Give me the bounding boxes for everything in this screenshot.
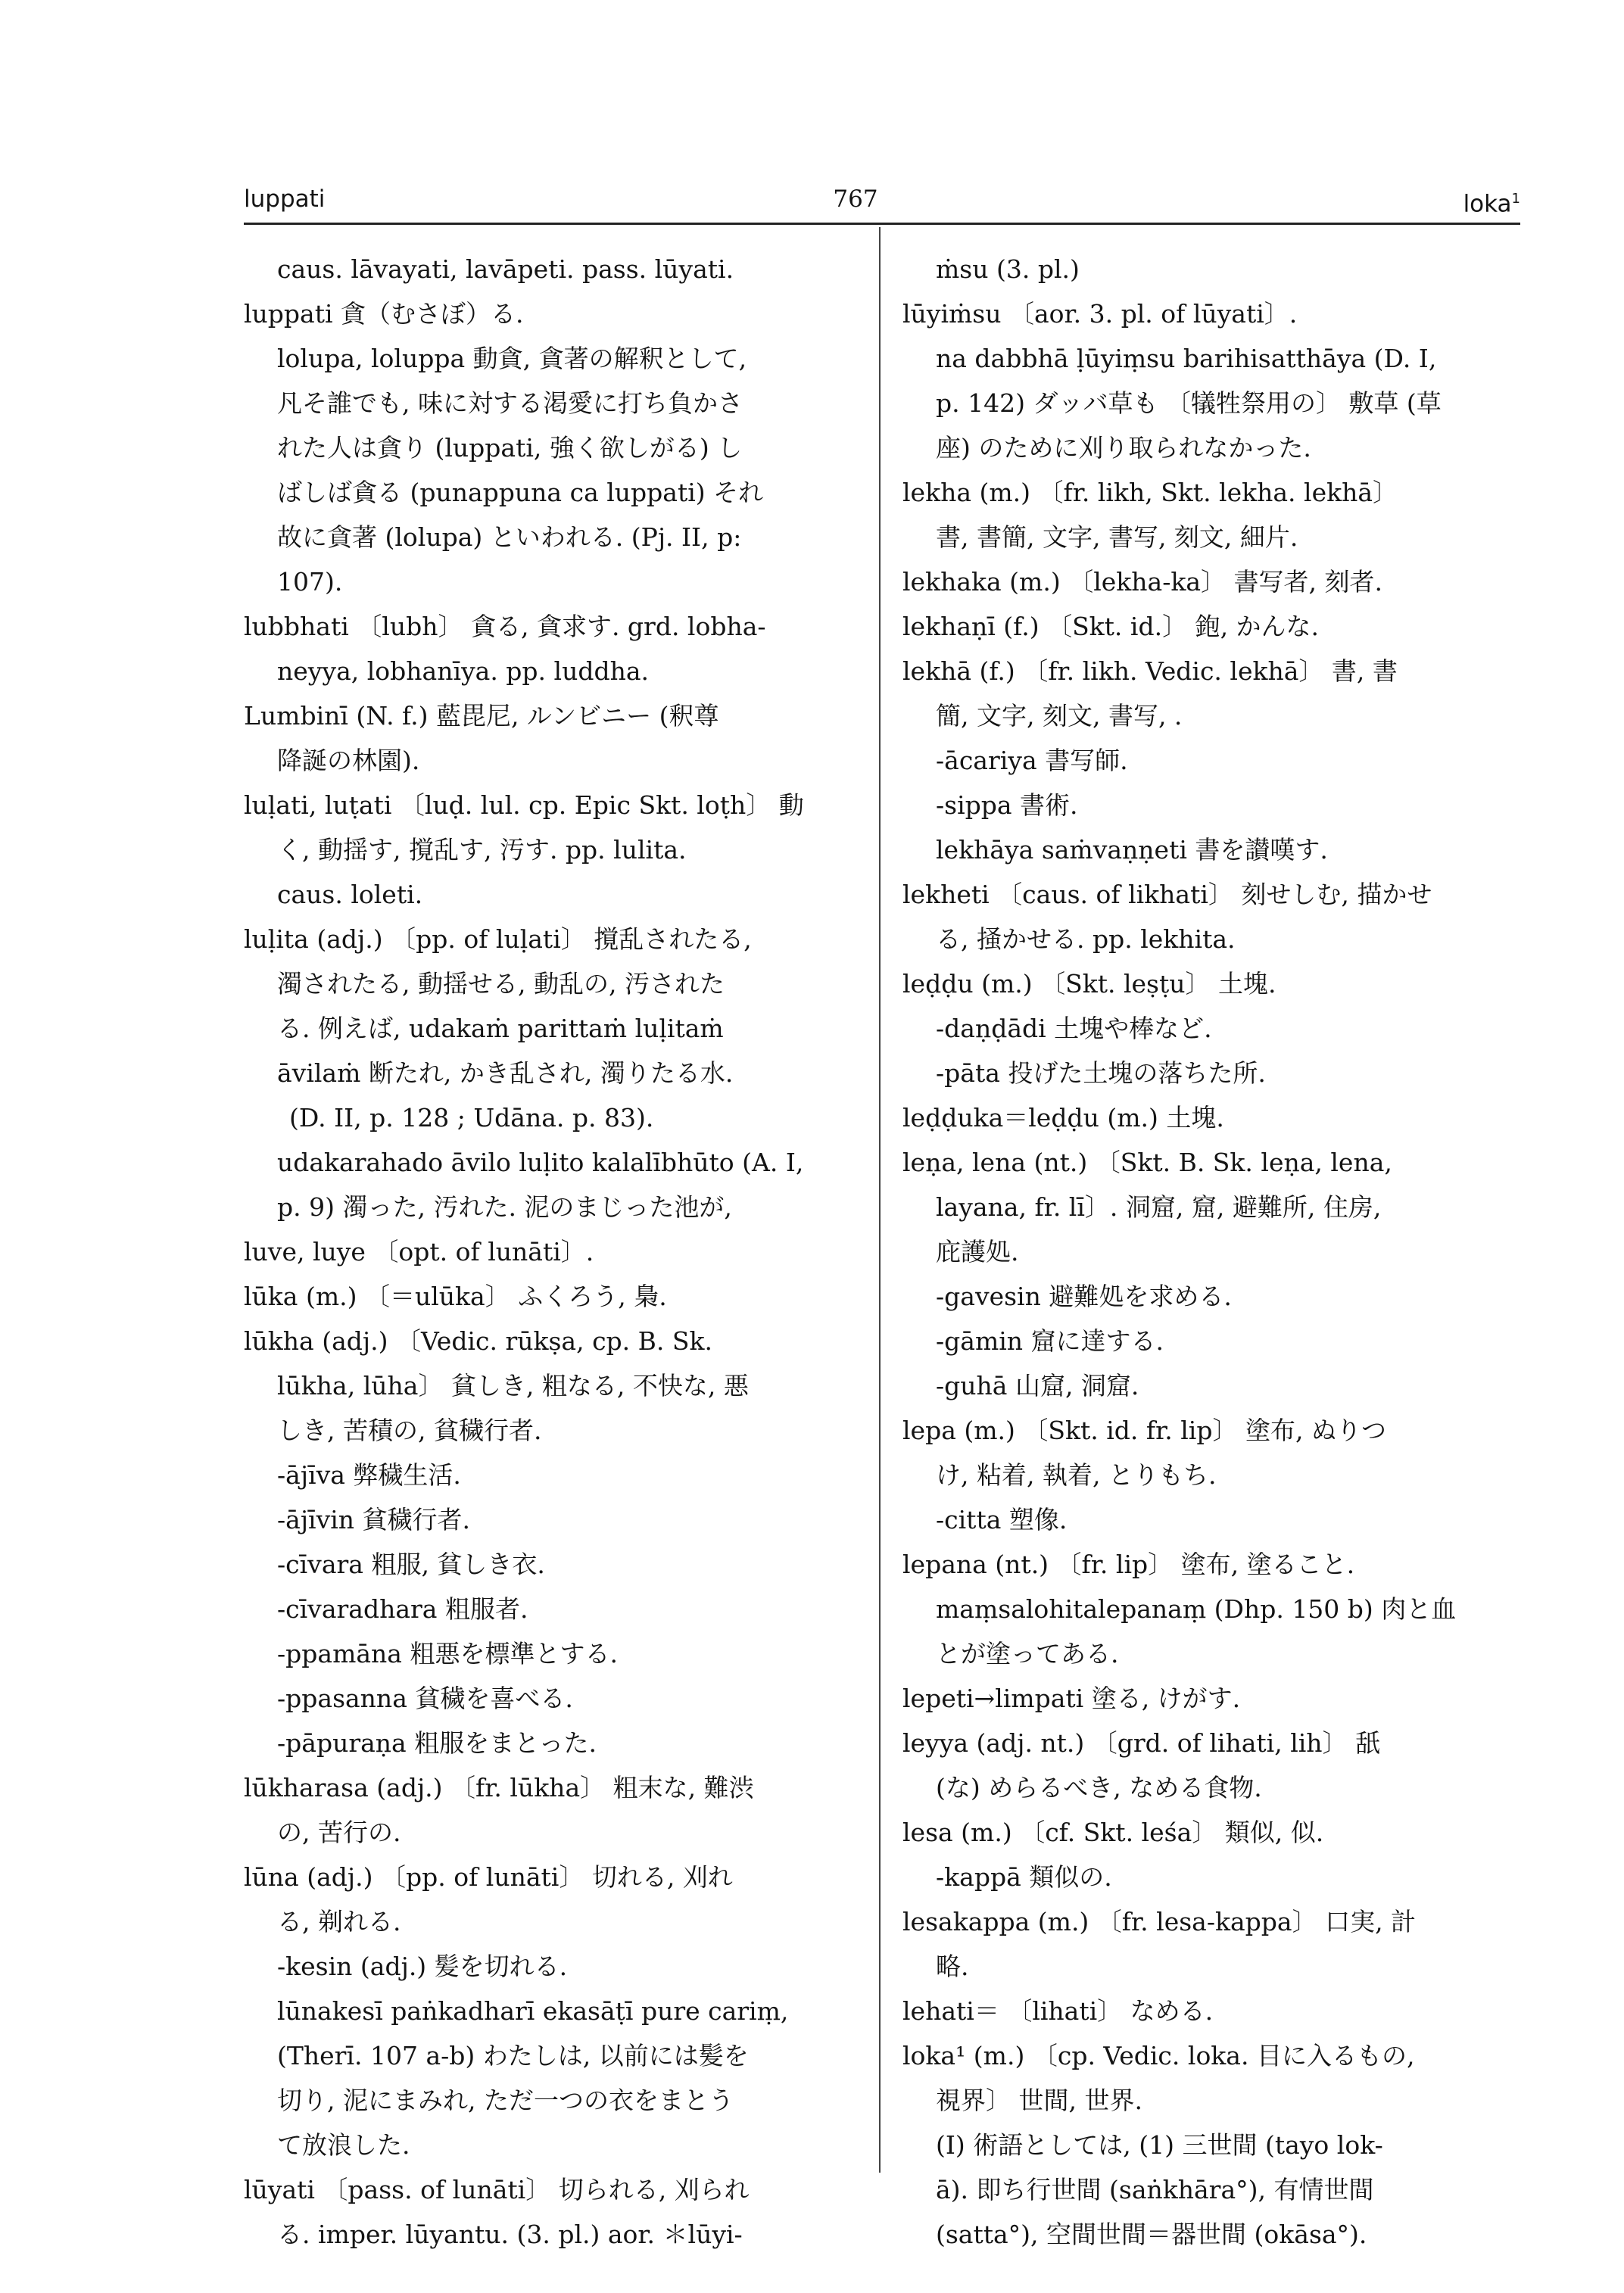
- dictionary-line: lūyati 〔pass. of lunāti〕 切られる, 刈られ: [244, 2175, 750, 2204]
- dictionary-line: -ājīva 弊穢生活.: [277, 1460, 461, 1490]
- dictionary-line: -ācariya 書写師.: [936, 746, 1128, 775]
- dictionary-line: 故に貪著 (lolupa) といわれる. (Pj. II, p:: [277, 522, 742, 552]
- dictionary-line: -kappā 類似の.: [936, 1862, 1112, 1892]
- dictionary-line: -citta 塑像.: [936, 1505, 1068, 1534]
- dictionary-line: na dabbhā ḷūyiṃsu barihisatthāya (D. I,: [936, 344, 1437, 373]
- dictionary-line: lekhaṇī (f.) 〔Skt. id.〕 鉋, かんな.: [902, 612, 1320, 641]
- dictionary-line: る, 掻かせる. pp. lekhita.: [936, 924, 1236, 954]
- dictionary-line: -gavesin 避難処を求める.: [936, 1282, 1232, 1311]
- dictionary-line: く, 動揺す, 撹乱す, 汚す. pp. lulita.: [277, 835, 687, 865]
- dictionary-line: udakarahado āvilo luḷito kalalībhūto (A. I,: [277, 1148, 804, 1177]
- dictionary-line: -ppasanna 貧穢を喜べる.: [277, 1684, 573, 1713]
- dictionary-line: しき, 苦積の, 貧穢行者.: [277, 1416, 542, 1445]
- dictionary-line: る, 剃れる.: [277, 1907, 401, 1936]
- dictionary-line: -gāmin 窟に達する.: [936, 1326, 1164, 1356]
- dictionary-line: lesa (m.) 〔cf. Skt. leśa〕 類似, 似.: [902, 1818, 1324, 1847]
- dictionary-line: 降誕の林園).: [277, 746, 420, 775]
- dictionary-line: lūna (adj.) 〔pp. of lunāti〕 切れる, 刈れ: [244, 1862, 733, 1892]
- dictionary-line: る. 例えば, udakaṁ parittaṁ luḷitaṁ: [277, 1014, 724, 1043]
- dictionary-line: p. 9) 濁った, 汚れた. 泥のまじった池が,: [277, 1192, 732, 1222]
- dictionary-line: leḍḍu (m.) 〔Skt. leṣṭu〕 土塊.: [902, 969, 1276, 999]
- dictionary-line: leḍḍuka＝leḍḍu (m.) 土塊.: [902, 1103, 1224, 1132]
- column-divider: [879, 227, 881, 2173]
- dictionary-line: -daṇḍādi 土塊や棒など.: [936, 1014, 1212, 1043]
- dictionary-line: 簡, 文字, 刻文, 書写, .: [936, 701, 1183, 731]
- dictionary-line: 切り, 泥にまみれ, ただ一つの衣をまとう: [277, 2086, 734, 2115]
- header-rule: [244, 223, 1520, 225]
- dictionary-line: lekheti 〔caus. of likhati〕 刻せしむ, 描かせ: [902, 880, 1432, 909]
- dictionary-line: lubbhati 〔lubh〕 貪る, 貪求す. grd. lobha-: [244, 612, 766, 641]
- dictionary-line: (な) めらるべき, なめる食物.: [936, 1773, 1262, 1802]
- dictionary-line: lolupa, loluppa 動貪, 貪著の解釈として,: [277, 344, 747, 373]
- dictionary-line: lepeti→limpati 塗る, けがす.: [902, 1684, 1241, 1713]
- dictionary-line: て放浪した.: [277, 2130, 410, 2160]
- dictionary-line: p. 142) ダッバ草も 〔犠牲祭用の〕 敷草 (草: [936, 388, 1442, 418]
- dictionary-line: れた人は貪り (luppati, 強く欲しがる) し: [277, 433, 743, 463]
- dictionary-line: caus. lāvayati, lavāpeti. pass. lūyati.: [277, 254, 734, 284]
- dictionary-line: -cīvara 粗服, 貧しき衣.: [277, 1550, 545, 1579]
- dictionary-line: 凡そ誰でも, 味に対する渇愛に打ち負かさ: [277, 388, 743, 418]
- dictionary-line: loka¹ (m.) 〔cp. Vedic. loka. 目に入るもの,: [902, 2041, 1415, 2070]
- dictionary-line: -guhā 山窟, 洞窟.: [936, 1371, 1139, 1400]
- dictionary-line: 書, 書簡, 文字, 書写, 刻文, 細片.: [936, 522, 1298, 552]
- dictionary-line: luḷati, luṭati 〔luḍ. lul. cp. Epic Skt. loṭh〕 動: [244, 790, 804, 820]
- dictionary-line: とが塗ってある.: [936, 1639, 1119, 1668]
- dictionary-line: lehati＝ 〔lihati〕 なめる.: [902, 1996, 1214, 2026]
- dictionary-line: lūkha (adj.) 〔Vedic. rūkṣa, cp. B. Sk.: [244, 1326, 712, 1356]
- running-head-right: [1386, 185, 1520, 218]
- dictionary-line: lekhaka (m.) 〔lekha-ka〕 書写者, 刻者.: [902, 567, 1382, 597]
- dictionary-line: luve, luye 〔opt. of lunāti〕.: [244, 1237, 594, 1266]
- dictionary-line: の, 苦行の.: [277, 1818, 401, 1847]
- dictionary-line: -kesin (adj.) 髪を切れる.: [277, 1952, 568, 1981]
- running-head-right-superscript: 1: [1511, 191, 1520, 207]
- dictionary-line: ā). 即ち行世間 (saṅkhāra°), 有情世間: [936, 2175, 1374, 2204]
- right-column: [902, 247, 1523, 2257]
- dictionary-line: caus. loleti.: [277, 880, 423, 909]
- dictionary-line: lūnakesī paṅkadharī ekasāṭī pure cariṃ,: [277, 1996, 789, 2026]
- running-head-right-word: loka: [1463, 190, 1512, 218]
- dictionary-line: 庇護処.: [936, 1237, 1019, 1266]
- dictionary-line: ṁsu (3. pl.): [936, 254, 1080, 284]
- dictionary-line: -sippa 書術.: [936, 790, 1078, 820]
- dictionary-line: -pāpuraṇa 粗服をまとった.: [277, 1728, 597, 1758]
- dictionary-line: lepa (m.) 〔Skt. id. fr. lip〕 塗布, ぬりつ: [902, 1416, 1386, 1445]
- page-number: 767: [833, 185, 878, 213]
- dictionary-line: ばしば貪る (punappuna ca luppati) それ: [277, 478, 764, 507]
- dictionary-line: -ppamāna 粗悪を標準とする.: [277, 1639, 618, 1668]
- dictionary-line: leṇa, lena (nt.) 〔Skt. B. Sk. leṇa, lena,: [902, 1148, 1392, 1177]
- dictionary-line: leyya (adj. nt.) 〔grd. of lihati, lih〕 舐: [902, 1728, 1381, 1758]
- dictionary-line: Lumbinī (N. f.) 藍毘尼, ルンビニー (釈尊: [244, 701, 719, 731]
- dictionary-line: け, 粘着, 執着, とりもち.: [936, 1460, 1217, 1490]
- dictionary-line: lūkha, lūha〕 貧しき, 粗なる, 不快な, 悪: [277, 1371, 749, 1400]
- dictionary-line: lepana (nt.) 〔fr. lip〕 塗布, 塗ること.: [902, 1550, 1355, 1579]
- dictionary-line: lūyiṁsu 〔aor. 3. pl. of lūyati〕.: [902, 299, 1298, 329]
- dictionary-line: 座) のために刈り取られなかった.: [936, 433, 1311, 463]
- dictionary-line: -ājīvin 貧穢行者.: [277, 1505, 471, 1534]
- dictionary-line: neyya, lobhanīya. pp. luddha.: [277, 656, 650, 686]
- dictionary-line: 視界〕 世間, 世界.: [936, 2086, 1142, 2115]
- running-head-left: luppati: [244, 185, 326, 213]
- dictionary-line: (D. II, p. 128 ; Udāna. p. 83).: [289, 1103, 654, 1132]
- dictionary-line: 濁されたる, 動揺せる, 動乱の, 汚された: [277, 969, 725, 999]
- dictionary-line: lesakappa (m.) 〔fr. lesa-kappa〕 口実, 計: [902, 1907, 1417, 1936]
- dictionary-line: -cīvaradhara 粗服者.: [277, 1594, 528, 1624]
- dictionary-line: lekhāya saṁvaṇṇeti 書を讃嘆す.: [936, 835, 1328, 865]
- dictionary-line: -pāta 投げた土塊の落ちた所.: [936, 1058, 1266, 1088]
- dictionary-line: lūkharasa (adj.) 〔fr. lūkha〕 粗末な, 難渋: [244, 1773, 754, 1802]
- dictionary-line: layana, fr. lī〕. 洞窟, 窟, 避難所, 住房,: [936, 1192, 1382, 1222]
- dictionary-line: 略.: [936, 1952, 969, 1981]
- dictionary-line: (Therī. 107 a-b) わたしは, 以前には髪を: [277, 2041, 749, 2070]
- dictionary-line: luppati 貪（むさぼ）る.: [244, 299, 524, 329]
- dictionary-line: lekha (m.) 〔fr. likh, Skt. lekha. lekhā〕: [902, 478, 1398, 507]
- dictionary-line: luḷita (adj.) 〔pp. of luḷati〕 撹乱されたる,: [244, 924, 752, 954]
- dictionary-line: āvilaṁ 断たれ, かき乱され, 濁りたる水.: [277, 1058, 734, 1088]
- dictionary-line: 107).: [277, 567, 343, 597]
- left-column: [244, 247, 866, 2257]
- dictionary-line: lūka (m.) 〔＝ulūka〕 ふくろう, 梟.: [244, 1282, 667, 1311]
- dictionary-line: る. imper. lūyantu. (3. pl.) aor. ＊lūyi-: [277, 2220, 743, 2249]
- dictionary-line: maṃsalohitalepanaṃ (Dhp. 150 b) 肉と血: [936, 1594, 1457, 1624]
- dictionary-line: lekhā (f.) 〔fr. likh. Vedic. lekhā〕 書, 書: [902, 656, 1398, 686]
- dictionary-line: (I) 術語としては, (1) 三世間 (tayo lok-: [936, 2130, 1383, 2160]
- dictionary-line: (satta°), 空間世間＝器世間 (okāsa°).: [936, 2220, 1367, 2249]
